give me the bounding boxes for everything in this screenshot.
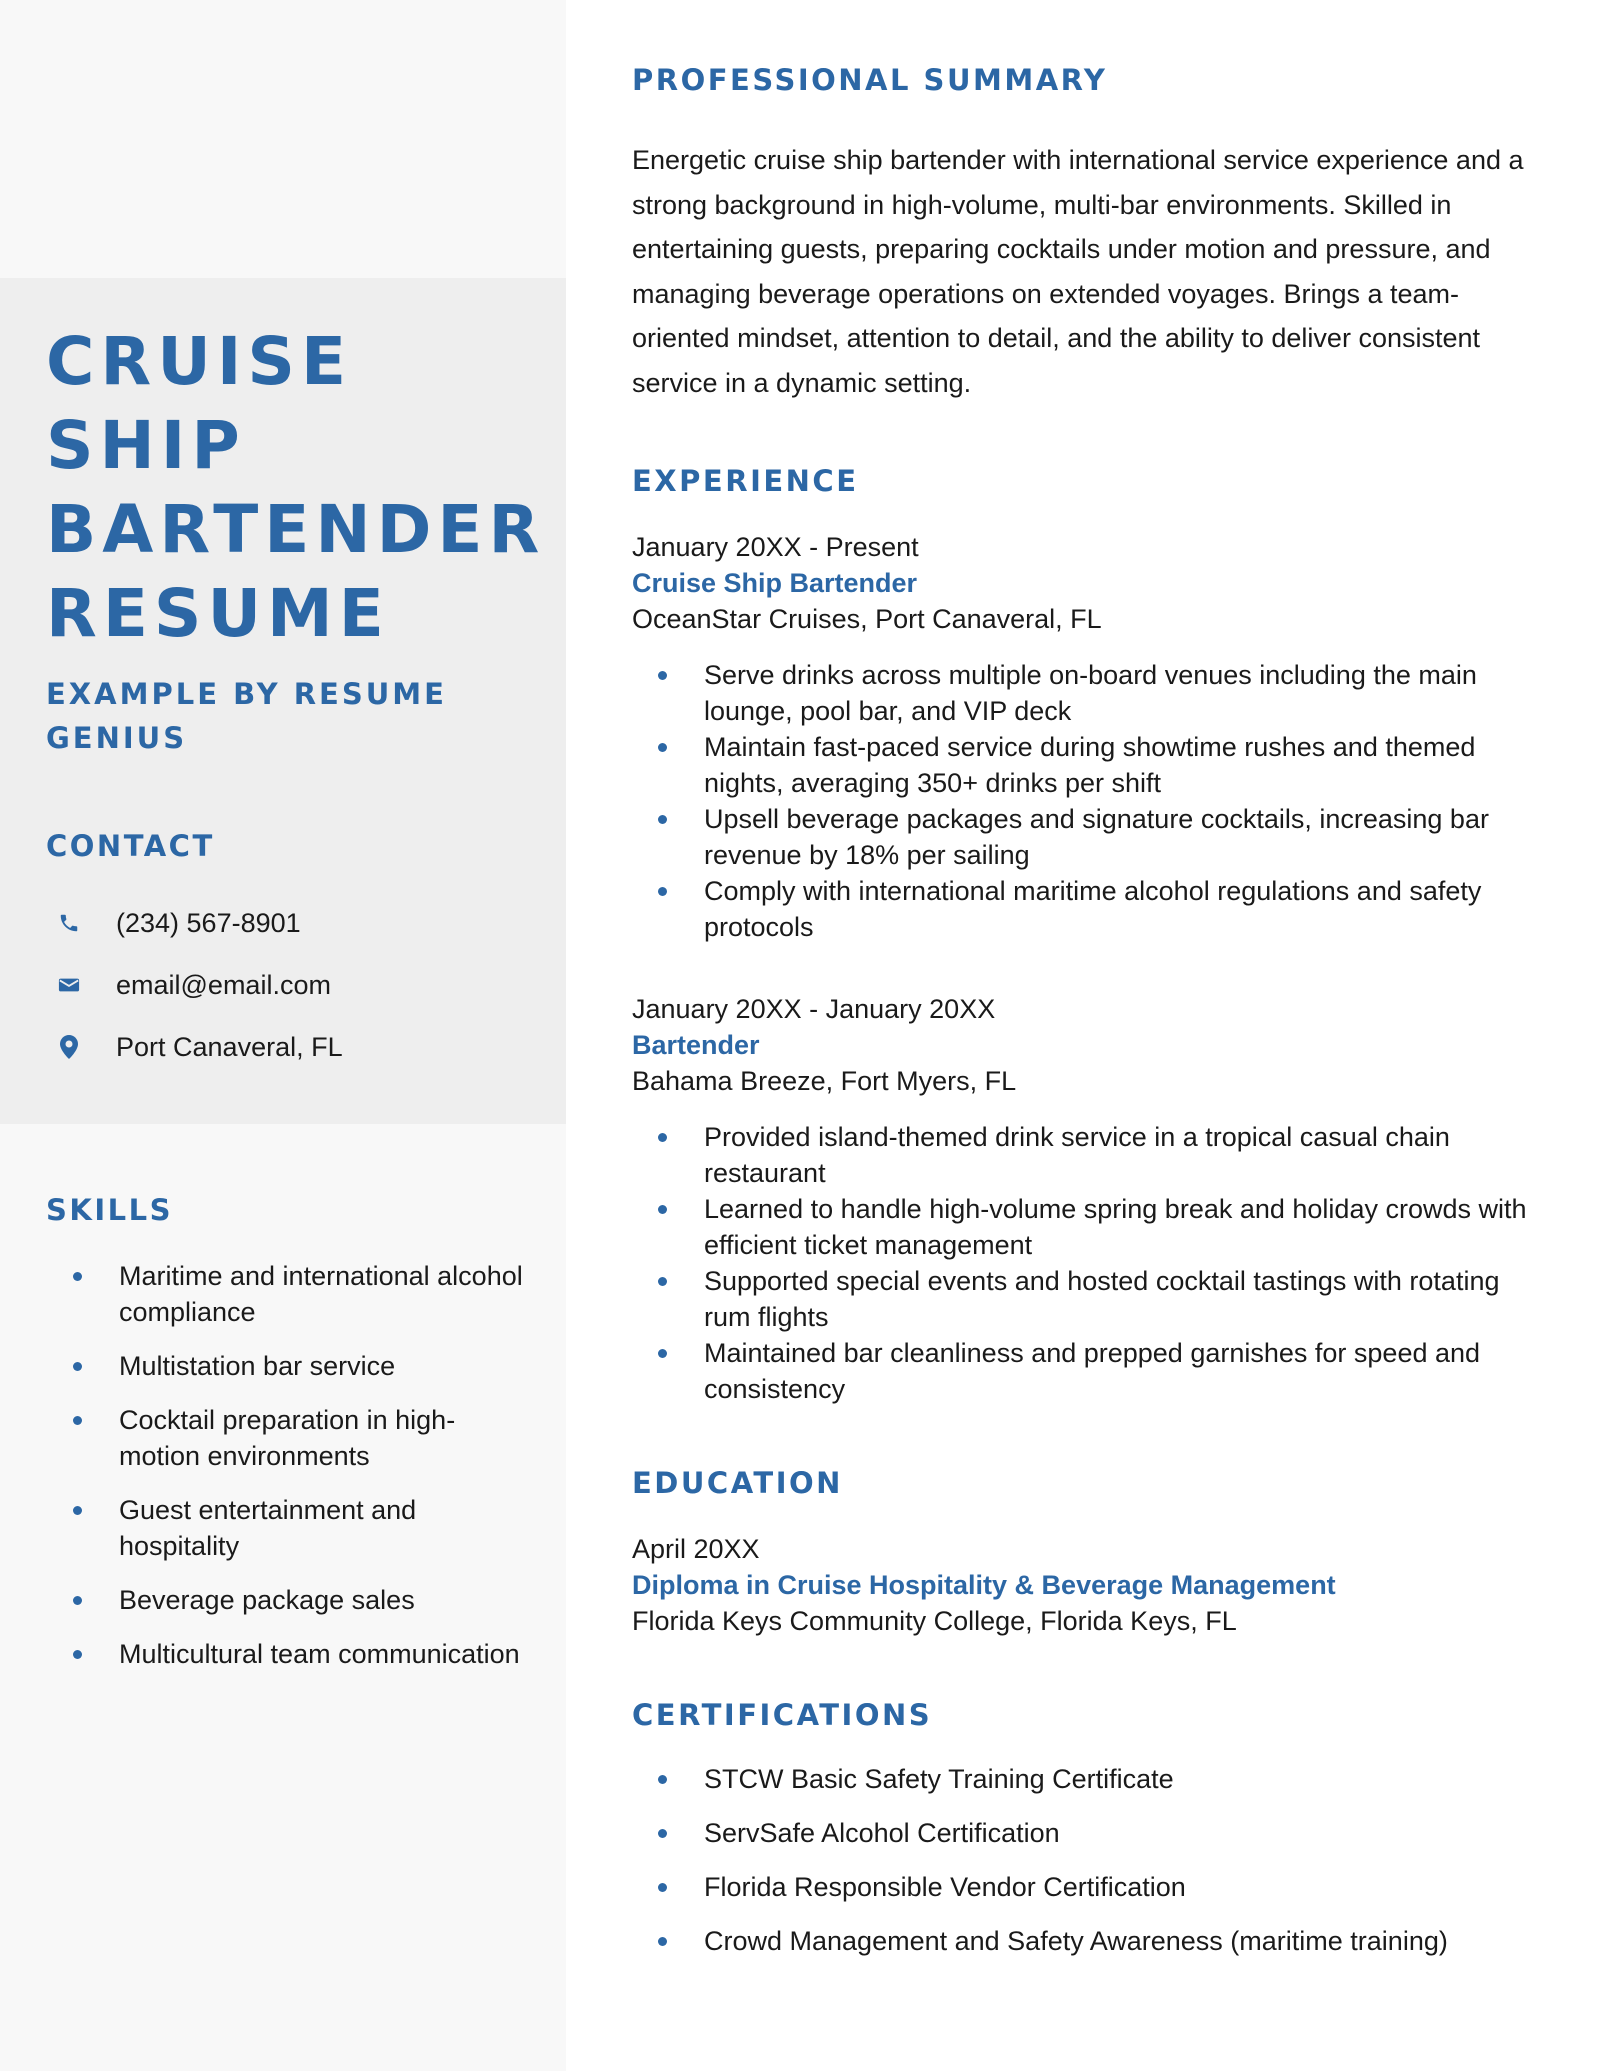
bullet-text: Upsell beverage packages and signature cocktails, increasing bar revenue by 18% per sailing	[704, 804, 1489, 870]
bullet-icon	[658, 1205, 667, 1214]
contact-email	[46, 954, 546, 1016]
list-item	[632, 729, 1552, 801]
resume-subtitle	[46, 672, 546, 760]
main-content	[632, 60, 1552, 1977]
subtitle-line: EXAMPLE BY RESUME	[46, 677, 447, 711]
list-item	[632, 1923, 1552, 1959]
list-item	[632, 1869, 1552, 1905]
bullet-text: Comply with international maritime alcohol regulations and safety protocols	[704, 876, 1482, 942]
bullet-text: Supported special events and hosted cocktail tastings with rotating rum flights	[704, 1266, 1500, 1332]
job-entry	[632, 529, 1552, 945]
list-item	[632, 1815, 1552, 1851]
job-bullets	[632, 657, 1552, 945]
list-item	[46, 1492, 526, 1564]
list-item	[46, 1402, 526, 1474]
skill-text: Maritime and international alcohol compliance	[119, 1261, 523, 1327]
experience-heading: EXPERIENCE	[632, 464, 859, 498]
bullet-text: Serve drinks across multiple on-board venues including the main lounge, pool bar, and VIP deck	[704, 660, 1477, 726]
skill-text: Cocktail preparation in high-motion environments	[119, 1405, 456, 1471]
list-item	[632, 1119, 1552, 1191]
education-degree: Diploma in Cruise Hospitality & Beverage Management	[632, 1570, 1336, 1600]
bullet-text: Maintain fast-paced service during showtime rushes and themed nights, averaging 350+ drinks per shift	[704, 732, 1476, 798]
summary-text: Energetic cruise ship bartender with international service experience and a strong background in high-volume, multi-bar environments. Skilled in entertaining guests, preparing cocktails under motion and pressure, and managing beverage operations on extended voyages. Brings a team-oriented mindset, attention to detail, and the ability to deliver consistent service in a dynamic setting.	[632, 145, 1524, 398]
bullet-icon	[73, 1362, 82, 1371]
list-item	[632, 1335, 1552, 1407]
education-date: April 20XX	[632, 1534, 760, 1564]
list-item	[46, 1258, 526, 1330]
contact-heading: CONTACT	[46, 829, 215, 863]
list-item	[632, 1191, 1552, 1263]
bullet-icon	[73, 1650, 82, 1659]
education-heading: EDUCATION	[632, 1466, 843, 1500]
skills-section	[46, 1190, 526, 1690]
bullet-icon	[658, 1133, 667, 1142]
bullet-icon	[658, 815, 667, 824]
bullet-icon	[658, 1883, 667, 1892]
skill-text: Guest entertainment and hospitality	[119, 1495, 417, 1561]
bullet-icon	[73, 1272, 82, 1281]
bullet-icon	[73, 1416, 82, 1425]
contact-phone	[46, 892, 546, 954]
contact-location	[46, 1016, 546, 1078]
cert-text: Crowd Management and Safety Awareness (maritime training)	[704, 1926, 1448, 1956]
job-dates: January 20XX - January 20XX	[632, 994, 996, 1024]
certifications-heading: CERTIFICATIONS	[632, 1698, 933, 1732]
list-item	[46, 1582, 526, 1618]
bullet-icon	[658, 671, 667, 680]
skills-heading: SKILLS	[46, 1193, 173, 1227]
job-title: Bartender	[632, 1030, 760, 1060]
title-line: CRUISE	[46, 323, 353, 400]
cert-text: ServSafe Alcohol Certification	[704, 1818, 1060, 1848]
bullet-icon	[658, 887, 667, 896]
summary-section	[632, 60, 1552, 405]
cert-text: STCW Basic Safety Training Certificate	[704, 1764, 1174, 1794]
bullet-icon	[658, 1349, 667, 1358]
certifications-list	[632, 1761, 1552, 1959]
education-section	[632, 1463, 1552, 1639]
location-text: Port Canaveral, FL	[116, 1031, 343, 1062]
bullet-text: Learned to handle high-volume spring break and holiday crowds with efficient ticket management	[704, 1194, 1527, 1260]
bullet-icon	[658, 1829, 667, 1838]
job-company: Bahama Breeze, Fort Myers, FL	[632, 1066, 1017, 1096]
bullet-icon	[658, 1775, 667, 1784]
list-item	[632, 801, 1552, 873]
title-block	[46, 320, 546, 760]
phone-text: (234) 567-8901	[116, 907, 301, 938]
email-text: email@email.com	[116, 969, 331, 1000]
education-school: Florida Keys Community College, Florida Keys, FL	[632, 1606, 1237, 1636]
bullet-text: Maintained bar cleanliness and prepped garnishes for speed and consistency	[704, 1338, 1481, 1404]
certifications-section	[632, 1695, 1552, 1959]
bullet-icon	[658, 1937, 667, 1946]
summary-heading: PROFESSIONAL SUMMARY	[632, 63, 1108, 97]
education-entry	[632, 1531, 1552, 1639]
location-pin-icon	[56, 1034, 82, 1060]
skill-text: Beverage package sales	[119, 1585, 415, 1615]
list-item	[632, 1263, 1552, 1335]
bullet-icon	[658, 743, 667, 752]
skills-list	[46, 1258, 526, 1672]
list-item	[632, 873, 1552, 945]
resume-title	[46, 320, 546, 656]
title-line: RESUME	[46, 575, 390, 652]
job-bullets	[632, 1119, 1552, 1407]
email-icon	[56, 972, 82, 998]
bullet-icon	[73, 1596, 82, 1605]
sidebar	[0, 0, 566, 2071]
job-dates: January 20XX - Present	[632, 532, 919, 562]
cert-text: Florida Responsible Vendor Certification	[704, 1872, 1186, 1902]
skill-text: Multistation bar service	[119, 1351, 396, 1381]
subtitle-line: GENIUS	[46, 721, 188, 755]
job-title: Cruise Ship Bartender	[632, 568, 918, 598]
job-entry	[632, 991, 1552, 1407]
job-company: OceanStar Cruises, Port Canaveral, FL	[632, 604, 1102, 634]
list-item	[46, 1636, 526, 1672]
contact-list	[46, 892, 546, 1078]
title-line: SHIP	[46, 407, 246, 484]
experience-section	[632, 461, 1552, 1407]
bullet-icon	[658, 1277, 667, 1286]
list-item	[46, 1348, 526, 1384]
list-item	[632, 657, 1552, 729]
skill-text: Multicultural team communication	[119, 1639, 520, 1669]
bullet-text: Provided island-themed drink service in a tropical casual chain restaurant	[704, 1122, 1450, 1188]
phone-icon	[56, 910, 82, 936]
contact-section	[46, 826, 546, 1078]
bullet-icon	[73, 1506, 82, 1515]
title-line: BARTENDER	[46, 491, 546, 568]
list-item	[632, 1761, 1552, 1797]
